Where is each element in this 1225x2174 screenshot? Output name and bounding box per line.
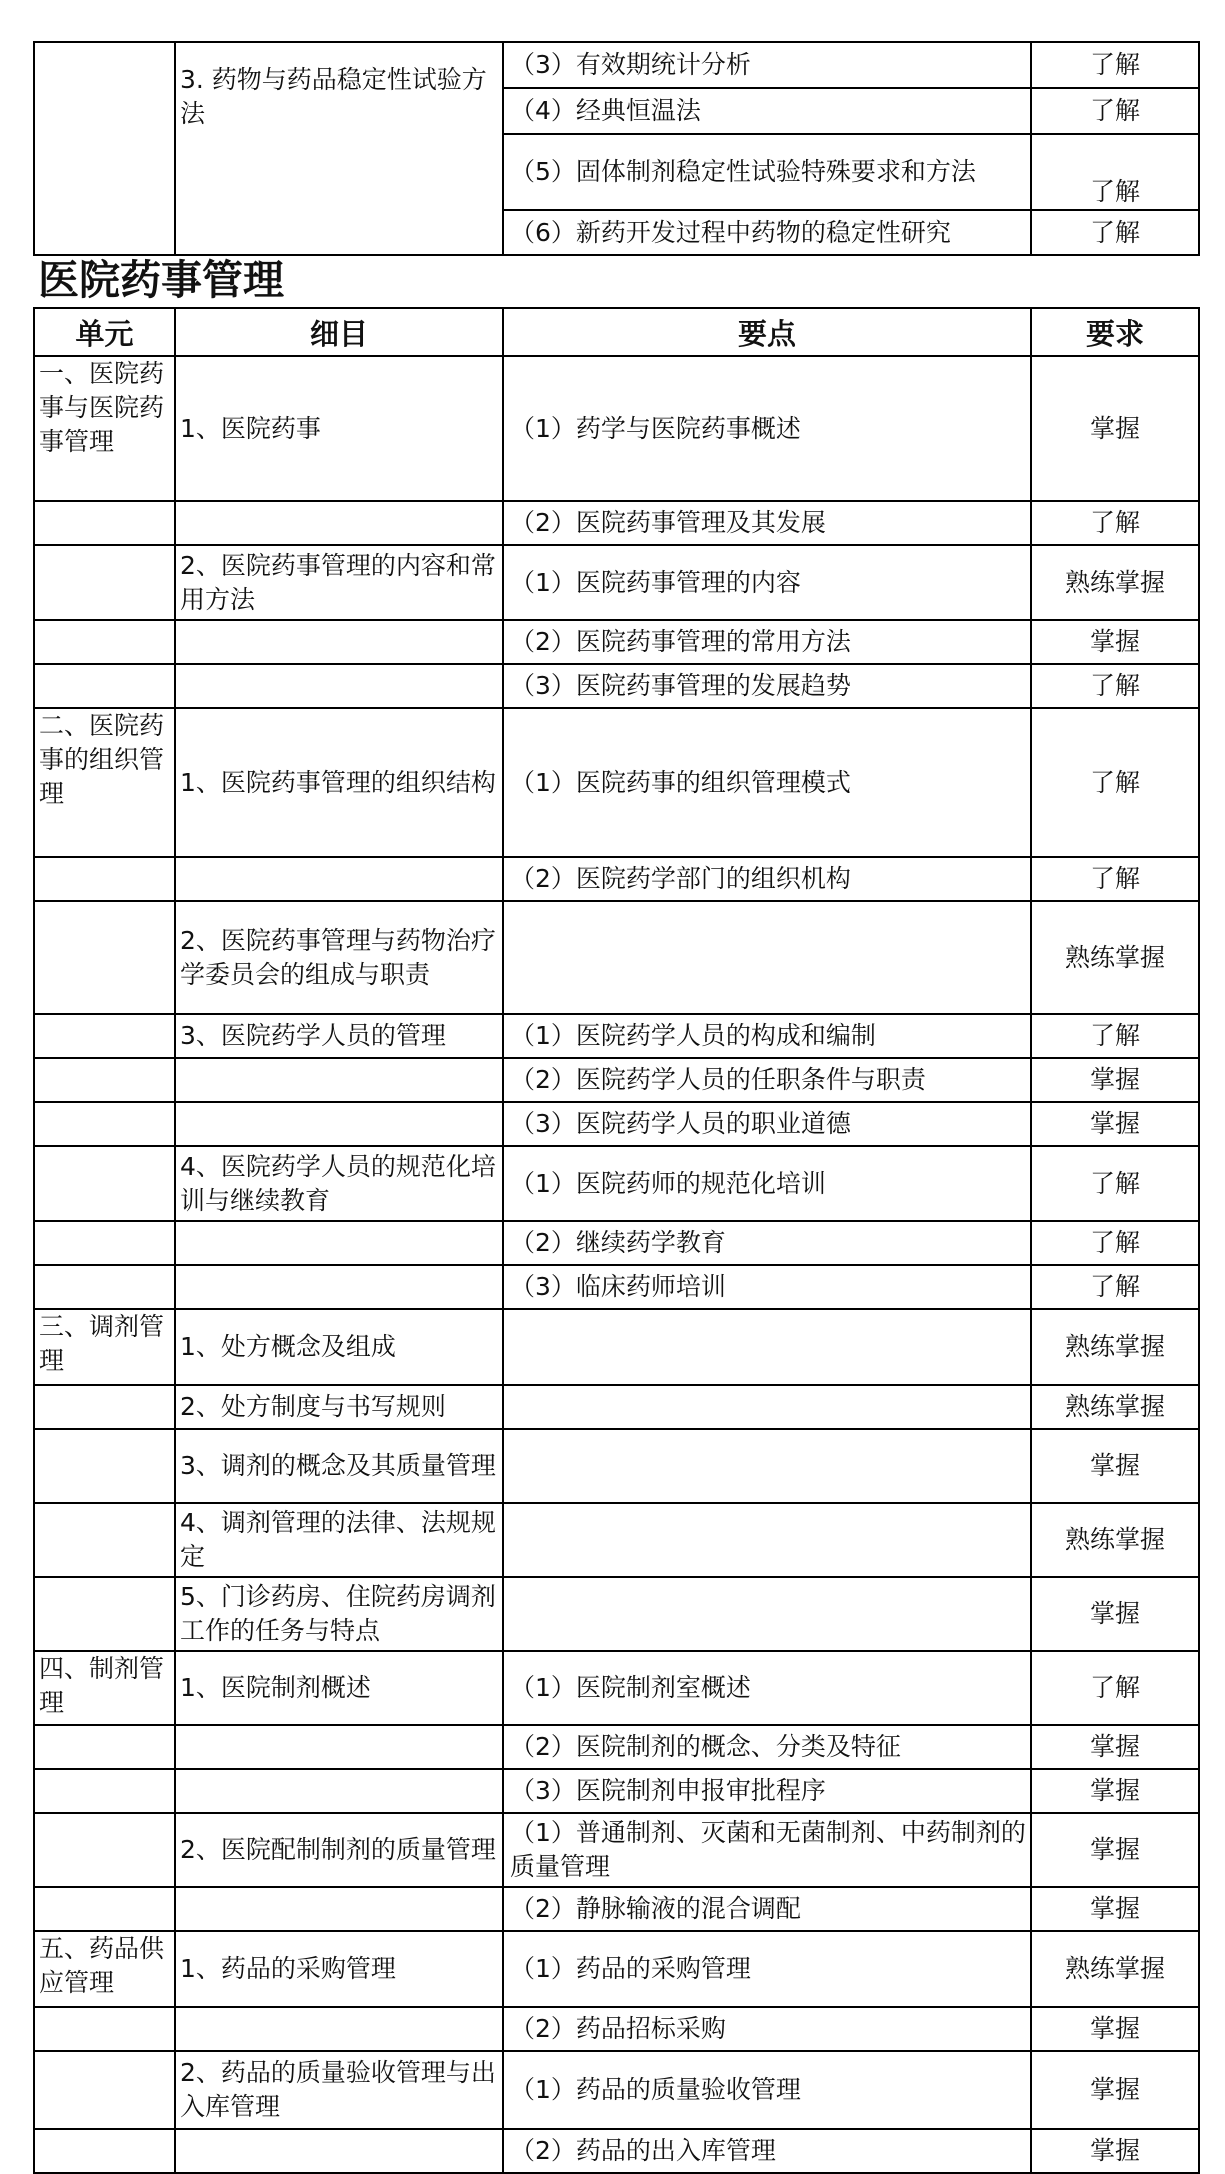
point-cell: （1）药学与医院药事概述 <box>503 356 1031 501</box>
table-row <box>34 1429 1199 1503</box>
unit-cell <box>34 545 175 620</box>
point-cell <box>503 1385 1031 1429</box>
unit-cell <box>34 1221 175 1265</box>
requirement-cell: 了解 <box>1031 501 1199 545</box>
unit-cell <box>34 1577 175 1651</box>
requirement-cell: 熟练掌握 <box>1031 901 1199 1014</box>
requirement-cell: 了解 <box>1031 210 1199 255</box>
table-row <box>34 2129 1199 2173</box>
requirement-cell: 了解 <box>1031 1265 1199 1309</box>
point-cell: （2）继续药学教育 <box>503 1221 1031 1265</box>
detail-cell: 1、医院药事 <box>175 356 503 501</box>
requirement-cell: 了解 <box>1031 857 1199 901</box>
requirement-cell: 了解 <box>1031 1014 1199 1058</box>
table-row <box>34 1725 1199 1769</box>
unit-cell <box>34 1725 175 1769</box>
requirement-cell: 掌握 <box>1031 2007 1199 2051</box>
point-cell: （2）静脉输液的混合调配 <box>503 1887 1031 1931</box>
unit-cell <box>34 1429 175 1503</box>
requirement-cell: 熟练掌握 <box>1031 545 1199 620</box>
table-row <box>34 1503 1199 1577</box>
point-cell: （3）医院药学人员的职业道德 <box>503 1102 1031 1146</box>
detail-cell <box>175 1725 503 1769</box>
table-row <box>34 1265 1199 1309</box>
unit-cell <box>34 901 175 1014</box>
point-cell: （2）医院药学部门的组织机构 <box>503 857 1031 901</box>
requirement-cell: 熟练掌握 <box>1031 1931 1199 2007</box>
table-row <box>34 857 1199 901</box>
detail-cell: 4、医院药学人员的规范化培训与继续教育 <box>175 1146 503 1221</box>
requirement-cell: 掌握 <box>1031 1429 1199 1503</box>
table-row <box>34 1651 1199 1725</box>
unit-cell: 二、医院药事的组织管理 <box>34 708 175 857</box>
unit-cell <box>34 1503 175 1577</box>
table-row <box>34 708 1199 857</box>
detail-cell: 1、医院药事管理的组织结构 <box>175 708 503 857</box>
unit-cell <box>34 1146 175 1221</box>
detail-cell <box>175 1058 503 1102</box>
detail-cell: 5、门诊药房、住院药房调剂工作的任务与特点 <box>175 1577 503 1651</box>
requirement-cell: 掌握 <box>1031 1813 1199 1887</box>
detail-cell <box>175 857 503 901</box>
detail-cell <box>175 2007 503 2051</box>
continuation-table <box>33 41 1200 256</box>
point-cell: （2）医院药事管理的常用方法 <box>503 620 1031 664</box>
table-row <box>34 42 1199 88</box>
detail-cell <box>175 1102 503 1146</box>
point-cell: （6）新药开发过程中药物的稳定性研究 <box>503 210 1031 255</box>
unit-cell <box>34 1887 175 1931</box>
unit-cell <box>34 1385 175 1429</box>
table-row <box>34 1931 1199 2007</box>
point-cell: （3）医院制剂申报审批程序 <box>503 1769 1031 1813</box>
table-row <box>34 1887 1199 1931</box>
unit-cell <box>34 1058 175 1102</box>
detail-cell: 2、医院配制制剂的质量管理 <box>175 1813 503 1887</box>
detail-cell: 4、调剂管理的法律、法规规定 <box>175 1503 503 1577</box>
point-cell: （1）医院药师的规范化培训 <box>503 1146 1031 1221</box>
table-row <box>34 2051 1199 2129</box>
section-title: 医院药事管理 <box>38 256 284 304</box>
detail-cell <box>175 1265 503 1309</box>
table-row <box>34 1309 1199 1385</box>
detail-cell <box>175 501 503 545</box>
requirement-cell: 熟练掌握 <box>1031 1309 1199 1385</box>
detail-cell <box>175 1769 503 1813</box>
point-cell: （2）医院药事管理及其发展 <box>503 501 1031 545</box>
detail-cell: 2、药品的质量验收管理与出入库管理 <box>175 2051 503 2129</box>
unit-cell <box>34 1265 175 1309</box>
unit-cell <box>34 501 175 545</box>
table-row <box>34 1385 1199 1429</box>
detail-cell <box>175 1887 503 1931</box>
detail-cell: 1、医院制剂概述 <box>175 1651 503 1725</box>
point-cell: （1）普通制剂、灭菌和无菌制剂、中药制剂的质量管理 <box>503 1813 1031 1887</box>
table-row <box>34 620 1199 664</box>
detail-cell <box>175 2129 503 2173</box>
table-row <box>34 1577 1199 1651</box>
header-detail: 细目 <box>175 308 503 356</box>
point-cell: （2）医院制剂的概念、分类及特征 <box>503 1725 1031 1769</box>
requirement-cell: 掌握 <box>1031 2051 1199 2129</box>
table-row <box>34 1769 1199 1813</box>
unit-cell <box>34 664 175 708</box>
point-cell: （2）医院药学人员的任职条件与职责 <box>503 1058 1031 1102</box>
syllabus-table <box>33 307 1200 2174</box>
detail-cell: 2、医院药事管理与药物治疗学委员会的组成与职责 <box>175 901 503 1014</box>
table-row <box>34 1014 1199 1058</box>
point-cell: （3）临床药师培训 <box>503 1265 1031 1309</box>
unit-cell <box>34 1769 175 1813</box>
requirement-cell: 掌握 <box>1031 1725 1199 1769</box>
requirement-cell: 掌握 <box>1031 2129 1199 2173</box>
unit-cell <box>34 2051 175 2129</box>
unit-cell: 三、调剂管理 <box>34 1309 175 1385</box>
point-cell <box>503 1309 1031 1385</box>
requirement-cell: 掌握 <box>1031 356 1199 501</box>
header-row <box>34 308 1199 356</box>
point-cell: （2）药品的出入库管理 <box>503 2129 1031 2173</box>
table-row <box>34 1146 1199 1221</box>
requirement-cell: 了解 <box>1031 1221 1199 1265</box>
requirement-cell: 熟练掌握 <box>1031 1385 1199 1429</box>
detail-cell: 2、处方制度与书写规则 <box>175 1385 503 1429</box>
header-unit: 单元 <box>34 308 175 356</box>
point-cell: （1）医院药事的组织管理模式 <box>503 708 1031 857</box>
point-cell: （2）药品招标采购 <box>503 2007 1031 2051</box>
unit-cell <box>34 857 175 901</box>
requirement-cell: 掌握 <box>1031 1577 1199 1651</box>
point-cell: （4）经典恒温法 <box>503 88 1031 134</box>
requirement-cell: 了解 <box>1031 1651 1199 1725</box>
detail-cell: 2、医院药事管理的内容和常用方法 <box>175 545 503 620</box>
table-row <box>34 664 1199 708</box>
detail-cell: 3、医院药学人员的管理 <box>175 1014 503 1058</box>
point-cell <box>503 901 1031 1014</box>
detail-cell <box>175 1221 503 1265</box>
table-row <box>34 1102 1199 1146</box>
requirement-cell: 掌握 <box>1031 1769 1199 1813</box>
table-row <box>34 545 1199 620</box>
unit-cell: 五、药品供应管理 <box>34 1931 175 2007</box>
requirement-cell: 了解 <box>1031 42 1199 88</box>
requirement-cell: 了解 <box>1031 708 1199 857</box>
unit-cell <box>34 620 175 664</box>
detail-cell <box>175 664 503 708</box>
unit-cell <box>34 1813 175 1887</box>
requirement-cell: 掌握 <box>1031 620 1199 664</box>
point-cell: （1）药品的质量验收管理 <box>503 2051 1031 2129</box>
table-row <box>34 356 1199 501</box>
unit-cell: 四、制剂管理 <box>34 1651 175 1725</box>
point-cell: （5）固体制剂稳定性试验特殊要求和方法 <box>503 134 1031 210</box>
requirement-cell: 了解 <box>1031 664 1199 708</box>
table-row <box>34 501 1199 545</box>
table-row <box>34 901 1199 1014</box>
unit-cell <box>34 42 175 255</box>
requirement-cell: 掌握 <box>1031 1058 1199 1102</box>
requirement-cell: 掌握 <box>1031 1887 1199 1931</box>
point-cell <box>503 1503 1031 1577</box>
point-cell <box>503 1429 1031 1503</box>
requirement-cell: 掌握 <box>1031 1102 1199 1146</box>
unit-cell <box>34 2129 175 2173</box>
point-cell: （1）医院制剂室概述 <box>503 1651 1031 1725</box>
unit-cell <box>34 2007 175 2051</box>
requirement-cell: 熟练掌握 <box>1031 1503 1199 1577</box>
point-cell <box>503 1577 1031 1651</box>
unit-cell: 一、医院药事与医院药事管理 <box>34 356 175 501</box>
detail-cell: 3. 药物与药品稳定性试验方法 <box>175 42 503 255</box>
unit-cell <box>34 1102 175 1146</box>
point-cell: （1）医院药学人员的构成和编制 <box>503 1014 1031 1058</box>
detail-cell <box>175 620 503 664</box>
table-row <box>34 1221 1199 1265</box>
table-row <box>34 1058 1199 1102</box>
detail-cell: 3、调剂的概念及其质量管理 <box>175 1429 503 1503</box>
table-row <box>34 1813 1199 1887</box>
detail-cell: 1、处方概念及组成 <box>175 1309 503 1385</box>
header-point: 要点 <box>503 308 1031 356</box>
detail-cell: 1、药品的采购管理 <box>175 1931 503 2007</box>
header-requirement: 要求 <box>1031 308 1199 356</box>
point-cell: （3）医院药事管理的发展趋势 <box>503 664 1031 708</box>
requirement-cell: 了解 <box>1031 88 1199 134</box>
unit-cell <box>34 1014 175 1058</box>
point-cell: （3）有效期统计分析 <box>503 42 1031 88</box>
requirement-cell: 了解 <box>1031 134 1199 210</box>
point-cell: （1）药品的采购管理 <box>503 1931 1031 2007</box>
requirement-cell: 了解 <box>1031 1146 1199 1221</box>
point-cell: （1）医院药事管理的内容 <box>503 545 1031 620</box>
table-row <box>34 2007 1199 2051</box>
